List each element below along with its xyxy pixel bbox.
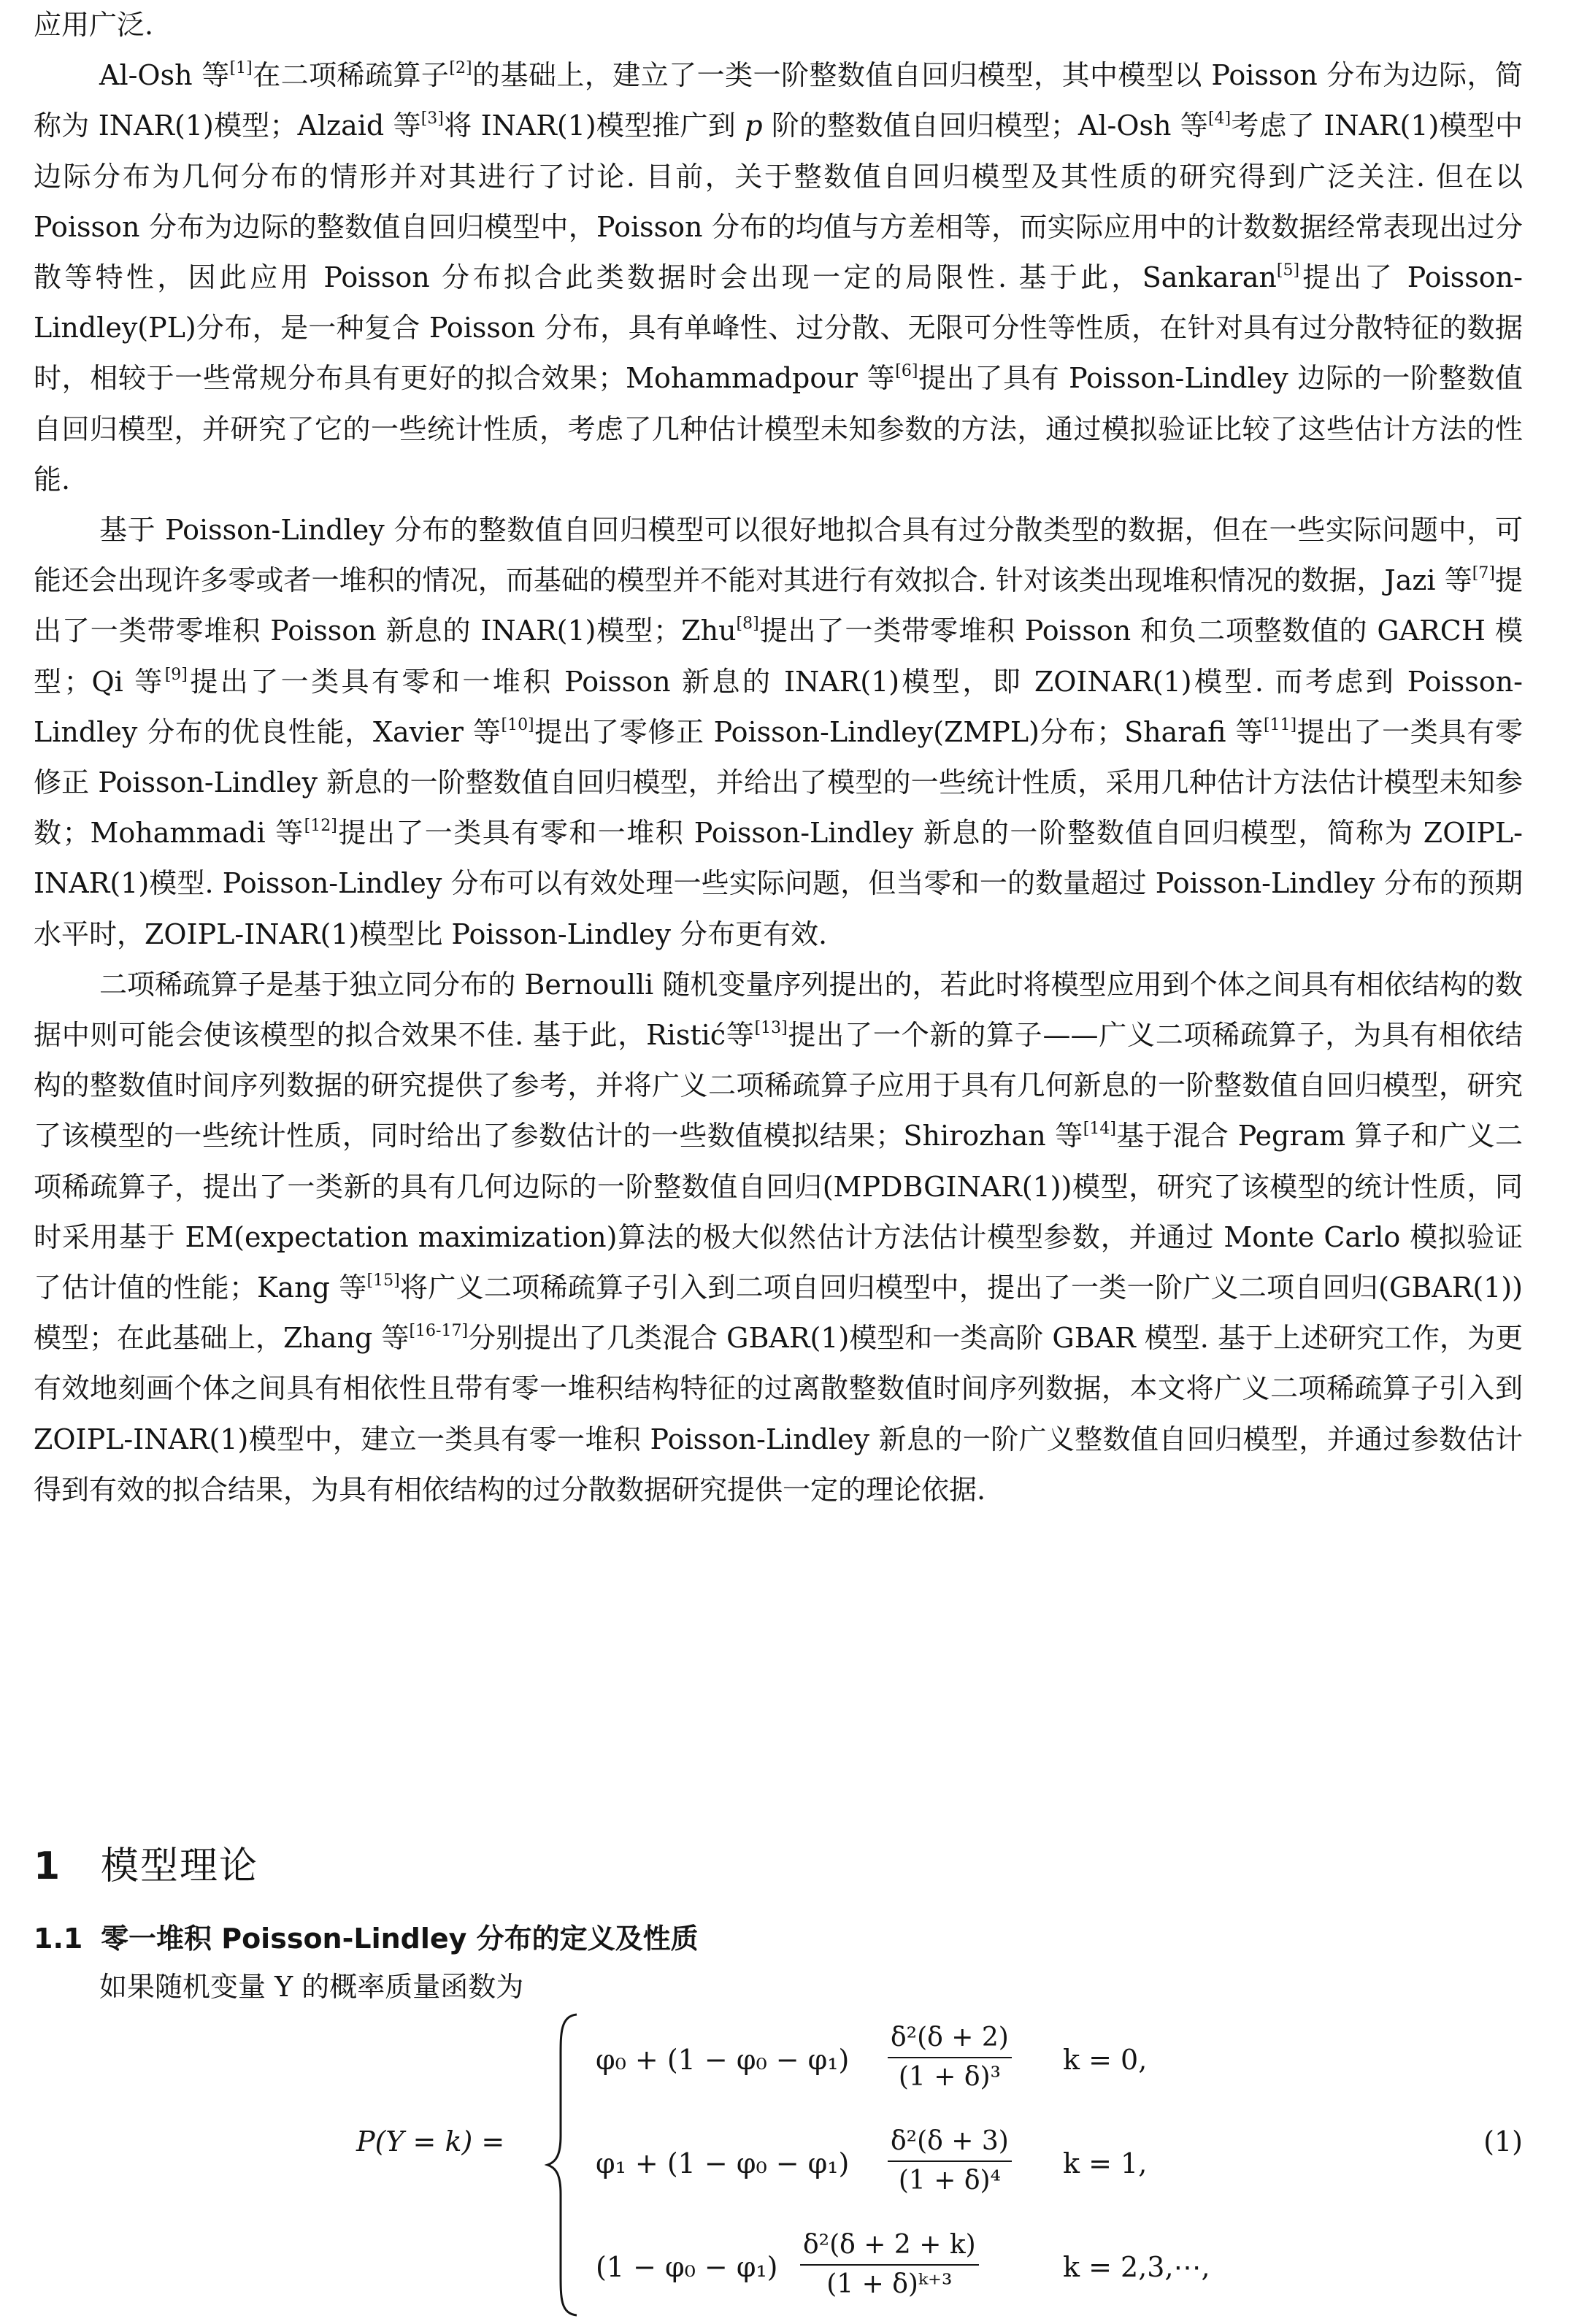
subsection-title: 零一堆积 Poisson-Lindley 分布的定义及性质	[101, 1923, 699, 1955]
case-prefix: φ₁ + (1 − φ₀ − φ₁)	[596, 2147, 850, 2179]
citation-ref: [11]	[1263, 715, 1297, 734]
text-run: 分别提出了几类混合 GBAR(1)模型和一类高阶 GBAR 模型. 基于上述研究工作，为更有效地刻画个体之间具有相依性且带有零一堆积结构特征的过离散整数值时间序列数据，本文将广义二项稀疏算子引入到 ZOIPL-INAR(1)模型中，建立一类具有零一堆积 Poisson-Lindley 新息的一阶广义整数值自回归模型，并通过参数估计得到有效的拟合结果，为具有相依结构的过分散数据研究提供一定的理论依据.	[34, 1322, 1523, 1506]
body-text	[34, 0, 1523, 1515]
citation-ref: [3]	[420, 109, 444, 128]
text-run: 提出了 Poisson-Lindley(PL)分布，是一种复合 Poisson 分布，具有单峰性、过分散、无限可分性等性质，在针对具有过分散特征的数据时，相较于一些常规分布具有更好的拟合效果；Mohammadpour 等	[34, 261, 1523, 395]
fraction-denominator: (1 + δ)³	[898, 2062, 1001, 2092]
citation-ref: [8]	[736, 615, 759, 634]
citation-ref: [12]	[304, 817, 337, 836]
citation-ref: [9]	[164, 665, 188, 684]
body-paragraph	[34, 0, 1523, 50]
text-run: 提出了零修正 Poisson-Lindley(ZMPL)分布；Sharafi 等	[534, 715, 1264, 748]
citation-ref: [6]	[895, 362, 918, 381]
citation-ref: [4]	[1207, 109, 1232, 128]
section-number: 1	[34, 1844, 62, 1888]
text-run: 考虑了 INAR(1)模型中边际分布为几何分布的情形并对其进行了讨论. 目前，关于整数值自回归模型及其性质的研究得到广泛关注. 但在以 Poisson 分布为边际的整数值自回归模型中，Poisson 分布的均值与方差相等，而实际应用中的计数数据经常表现出过分散等特性，因此应用 Poisson 分布拟合此类数据时会出现一定的局限性. 基于此，Sankaran	[34, 109, 1523, 294]
text-run: 提出了一类带零堆积 Poisson 新息的 INAR(1)模型；Zhu	[34, 564, 1523, 647]
case-condition: k = 1,	[1063, 2147, 1148, 2179]
text-run: 的基础上，建立了一类一阶整数值自回归模型，其中模型以 Poisson 分布为边际，简称为 INAR(1)模型；Alzaid 等	[34, 59, 1523, 142]
text-run: 将广义二项稀疏算子引入到二项自回归模型中，提出了一类一阶广义二项自回归(GBAR(1))模型；在此基础上，Zhang 等	[34, 1271, 1523, 1355]
text-run: 提出了一类具有零和一堆积 Poisson-Lindley 新息的一阶整数值自回归模型，简称为 ZOIPL-INAR(1)模型. Poisson-Lindley 分布可以有效处理一些实际问题，但当零和一的数量超过 Poisson-Lindley 分布的预期水平时，ZOIPL-INAR(1)模型比 Poisson-Lindley 分布更有效.	[34, 817, 1523, 950]
section-heading	[34, 1841, 258, 1892]
citation-ref: [16-17]	[409, 1322, 469, 1341]
math-symbol: p	[745, 109, 763, 142]
citation-ref: [10]	[501, 715, 534, 734]
left-brace-icon	[545, 2012, 581, 2318]
paper-page	[34, 0, 1524, 2299]
text-run: 阶的整数值自回归模型；Al-Osh 等	[762, 109, 1208, 142]
citation-ref: [7]	[1472, 564, 1495, 583]
text-run: 提出了具有 Poisson-Lindley 边际的一阶整数值自回归模型，并研究了它的一些统计性质，考虑了几种估计模型未知参数的方法，通过模拟验证比较了这些估计方法的性能.	[34, 362, 1523, 496]
text-run: 提出了一个新的算子——广义二项稀疏算子，为具有相依结构的整数值时间序列数据的研究提供了参考，并将广义二项稀疏算子应用于具有几何新息的一阶整数值自回归模型，研究了该模型的一些统计性质，同时给出了参数估计的一些数值模拟结果；Shirozhan 等	[34, 1019, 1523, 1153]
text-run: 在二项稀疏算子	[252, 59, 450, 92]
equation-lhs: P(Y = k) =	[356, 2125, 505, 2158]
equation-number: (1)	[1483, 2125, 1523, 2158]
text-run: 基于 Poisson-Lindley 分布的整数值自回归模型可以很好地拟合具有过分散类型的数据，但在一些实际问题中，可能还会出现许多零或者一堆积的情况，而基础的模型并不能对其进行有效拟合. 针对该类出现堆积情况的数据，Jazi 等	[34, 514, 1523, 597]
fraction-numerator: δ²(δ + 2 + k)	[803, 2230, 976, 2260]
text-run: 将 INAR(1)模型推广到	[443, 109, 745, 142]
citation-ref: [1]	[229, 59, 253, 78]
body-paragraph	[34, 505, 1523, 960]
citation-ref: [13]	[754, 1019, 788, 1038]
fraction-numerator: δ²(δ + 2)	[891, 2023, 1009, 2052]
case-prefix: (1 − φ₀ − φ₁)	[596, 2251, 778, 2283]
case-prefix: φ₀ + (1 − φ₀ − φ₁)	[596, 2044, 850, 2076]
case-fraction	[800, 2226, 979, 2304]
body-paragraph	[34, 960, 1523, 1515]
fraction-denominator: (1 + δ)⁴	[898, 2166, 1001, 2196]
case-condition: k = 0,	[1063, 2044, 1148, 2076]
citation-ref: [15]	[366, 1271, 400, 1290]
text-run: 提出了一类带零堆积 Poisson 和负二项整数值的 GARCH 模型；Qi 等	[34, 615, 1523, 698]
fraction-denominator: (1 + δ)ᵏ⁺³	[826, 2269, 953, 2299]
lead-sentence: 如果随机变量 Y 的概率质量函数为	[99, 1971, 524, 2003]
subsection-heading	[34, 1917, 699, 1961]
case-condition: k = 2,3,⋯,	[1063, 2251, 1210, 2283]
citation-ref: [5]	[1276, 261, 1300, 280]
subsection-number: 1.1	[34, 1923, 83, 1955]
text-run: 基于混合 Pegram 算子和广义二项稀疏算子，提出了一类新的具有几何边际的一阶整数值自回归(MPDBGINAR(1))模型，研究了该模型的统计性质，同时采用基于 EM(expectation maximization)算法的极大似然估计方法估计模型参数，并通过 Monte Carlo 模拟验证了估计值的性能；Kang 等	[34, 1120, 1523, 1304]
text-run: 二项稀疏算子是基于独立同分布的 Bernoulli 随机变量序列提出的，若此时将模型应用到个体之间具有相依结构的数据中则可能会使该模型的拟合效果不佳. 基于此，Ristić等	[34, 968, 1523, 1052]
case-fraction	[888, 2123, 1012, 2200]
citation-ref: [14]	[1083, 1120, 1116, 1139]
text-run: 提出了一类具有零修正 Poisson-Lindley 新息的一阶整数值自回归模型，并给出了模型的一些统计性质，采用几种估计方法估计模型未知参数；Mohammadi 等	[34, 715, 1523, 850]
text-run: Al-Osh 等	[99, 59, 230, 92]
text-run: 提出了一类具有零和一堆积 Poisson 新息的 INAR(1)模型，即 ZOINAR(1)模型. 而考虑到 Poisson-Lindley 分布的优良性能，Xavier 等	[34, 665, 1524, 748]
text-run: 应用广泛.	[34, 9, 154, 41]
case-fraction	[888, 2019, 1012, 2096]
citation-ref: [2]	[449, 59, 472, 78]
fraction-numerator: δ²(δ + 3)	[891, 2126, 1009, 2156]
equation-1	[34, 2012, 1523, 2318]
section-title: 模型理论	[101, 1844, 259, 1888]
body-paragraph	[34, 50, 1523, 505]
